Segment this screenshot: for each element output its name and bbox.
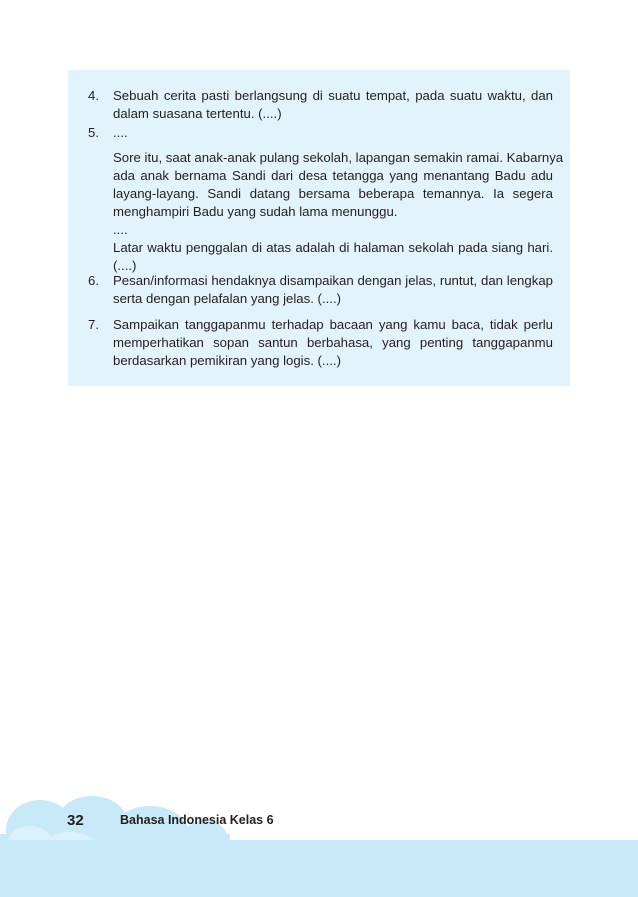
item-text — [113, 316, 553, 370]
item-number: 6. — [88, 273, 99, 288]
item-line: dalam suasana tertentu. (....) — [113, 106, 282, 121]
item-line: berdasarkan pemikiran yang logis. (....) — [113, 353, 341, 368]
passage-line: ada anak bernama Sandi dari desa tetangga yang menantang Badu adu — [113, 168, 553, 183]
exercise-item-5 — [88, 124, 564, 275]
item-line: Sampaikan tanggapanmu terhadap bacaan yang kamu baca, tidak perlu — [113, 317, 553, 332]
item-number: 7. — [88, 317, 99, 332]
story-passage — [113, 149, 564, 275]
passage-line: Sore itu, saat anak-anak pulang sekolah, lapangan semakin ramai. Kabarnya — [113, 150, 564, 165]
item-line: serta dengan pelafalan yang jelas. (....) — [113, 291, 341, 306]
passage-line: (....) — [113, 258, 137, 273]
passage-line: Latar waktu penggalan di atas adalah di halaman sekolah pada siang hari. — [113, 240, 553, 255]
item-number: 5. — [88, 125, 99, 140]
item-number: 4. — [88, 88, 99, 103]
passage-line: .... — [113, 222, 128, 237]
passage-line: menghampiri Badu yang sudah lama menunggu. — [113, 204, 398, 219]
item-text — [113, 124, 553, 142]
item-text — [113, 87, 553, 123]
exercise-item-6 — [88, 272, 553, 308]
footer-band — [0, 840, 638, 897]
passage-line: layang-layang. Sandi datang bersama beberapa temannya. Ia segera — [113, 186, 553, 201]
item-line: memperhatikan sopan santun berbahasa, yang penting tanggapanmu — [113, 335, 553, 350]
exercise-item-4 — [88, 87, 553, 123]
item-line: Pesan/informasi hendaknya disampaikan dengan jelas, runtut, dan lengkap — [113, 273, 553, 288]
page-number: 32 — [67, 812, 84, 829]
exercise-item-7 — [88, 316, 553, 370]
item-text — [113, 272, 553, 308]
item-line: .... — [113, 125, 128, 140]
book-title: Bahasa Indonesia Kelas 6 — [120, 813, 274, 827]
item-line: Sebuah cerita pasti berlangsung di suatu tempat, pada suatu waktu, dan — [113, 88, 553, 103]
